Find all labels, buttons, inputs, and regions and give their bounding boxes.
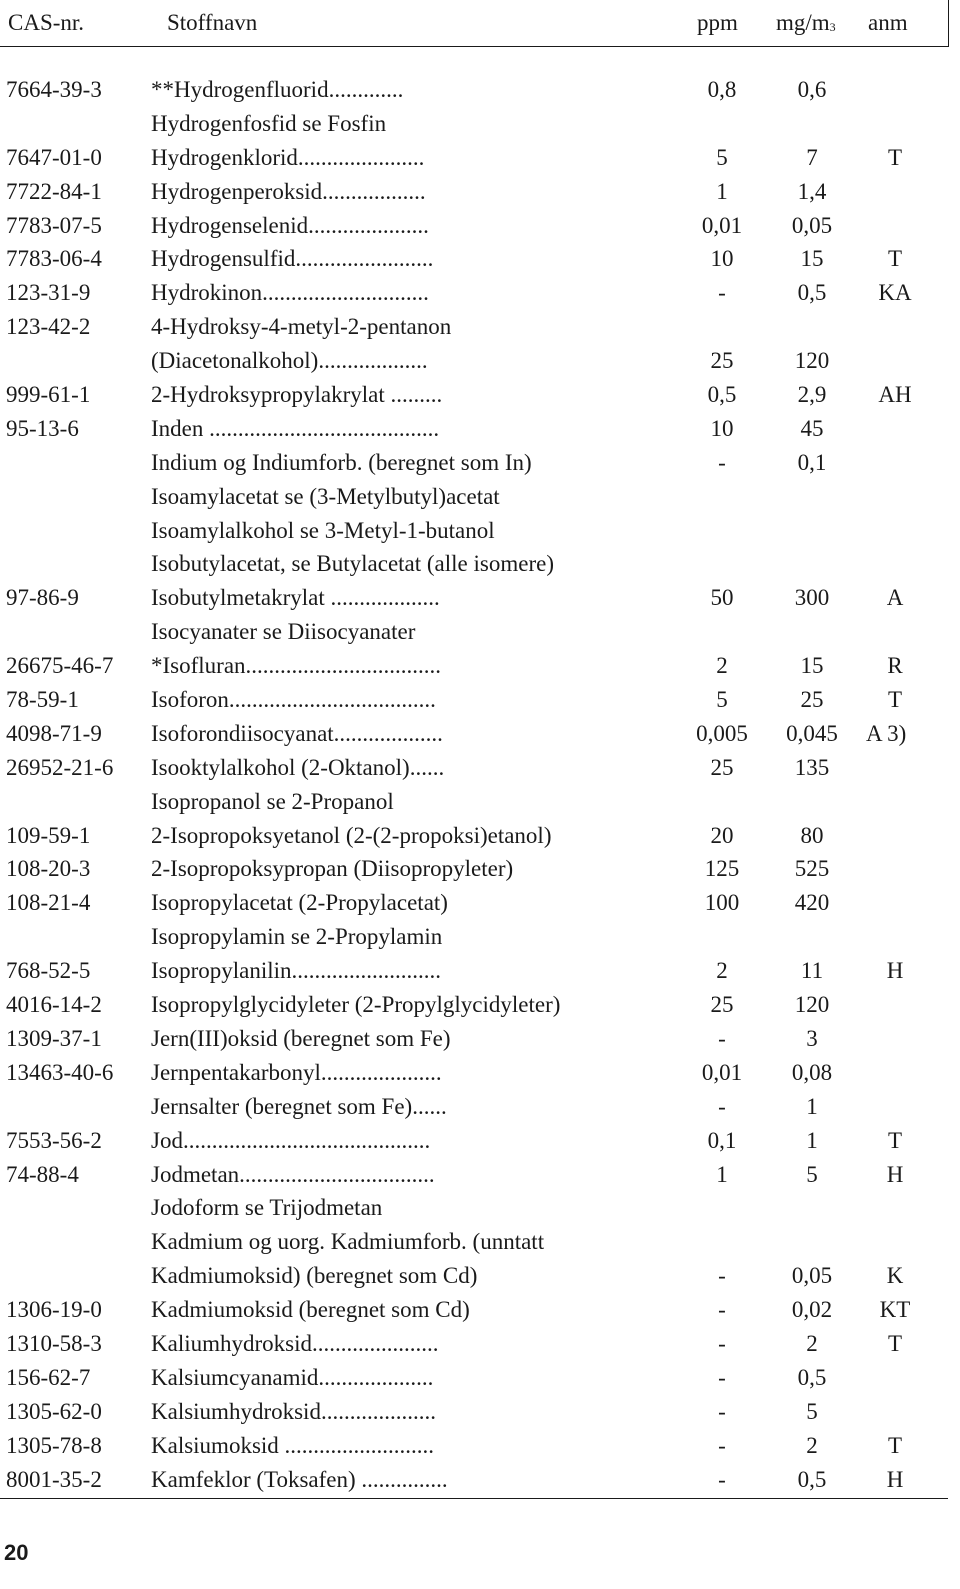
name-cell: 2-Isopropoksypropan (Diisopropyleter) [151, 856, 514, 882]
table-row [0, 1395, 948, 1429]
name-cell: Indium og Indiumforb. (beregnet som In) [151, 449, 532, 475]
table-row [0, 242, 948, 276]
ppm-cell: - [718, 1263, 726, 1289]
anm-cell: A 3) [866, 720, 907, 746]
table-row [0, 446, 948, 480]
anm-cell: T [887, 1127, 903, 1153]
name-cell: Jodmetan.................................. [151, 1161, 435, 1187]
table-row [0, 1191, 948, 1225]
table-row [0, 615, 948, 649]
mg-cell: 1 [806, 1093, 818, 1119]
table-row [0, 683, 948, 717]
ppm-cell: 10 [710, 415, 734, 441]
mg-cell: 525 [794, 856, 830, 882]
anm-cell: T [887, 144, 903, 170]
table-row [0, 819, 948, 853]
table-row [0, 1124, 948, 1158]
table-row [0, 412, 948, 446]
cas-cell: 7553-56-2 [6, 1127, 102, 1153]
header-ppm: ppm [697, 10, 738, 35]
ppm-cell: 0,01 [701, 212, 743, 238]
table-row [0, 920, 948, 954]
mg-cell: 0,5 [797, 1364, 827, 1390]
name-cell: Hydrogenperoksid.................. [151, 178, 426, 204]
header-name: Stoffnavn [167, 10, 258, 35]
cas-cell: 1309-37-1 [6, 1025, 102, 1051]
cas-cell: 1306-19-0 [6, 1297, 102, 1323]
mg-cell: 15 [800, 653, 824, 679]
table-row [0, 276, 948, 310]
mg-cell: 15 [800, 246, 824, 272]
name-cell: Kadmium og uorg. Kadmiumforb. (unntatt [151, 1229, 545, 1255]
mg-cell: 0,05 [791, 212, 833, 238]
mg-cell: 0,05 [791, 1263, 833, 1289]
mg-cell: 0,6 [797, 77, 827, 102]
name-cell: **Hydrogenfluorid............. [151, 77, 404, 102]
mg-cell: 45 [800, 415, 824, 441]
cas-cell: 108-20-3 [6, 856, 91, 882]
ppm-cell: 0,01 [701, 1059, 743, 1085]
cas-cell: 156-62-7 [6, 1364, 91, 1390]
cas-cell: 4098-71-9 [6, 720, 102, 746]
name-cell: Isobutylacetat, se Butylacetat (alle isomere) [151, 551, 554, 577]
table-row [0, 547, 948, 581]
anm-cell: R [887, 653, 903, 679]
name-cell: Kadmiumoksid) (beregnet som Cd) [151, 1263, 478, 1289]
cas-cell: 8001-35-2 [6, 1466, 102, 1492]
anm-cell: T [887, 1330, 903, 1356]
name-cell: Jodoform se Trijodmetan [151, 1195, 383, 1221]
ppm-cell: 0,5 [707, 382, 737, 408]
ppm-cell: 20 [710, 822, 734, 848]
mg-cell: 0,045 [786, 720, 838, 746]
name-cell: Isooktylalkohol (2-Oktanol)...... [151, 754, 445, 780]
ppm-cell: 5 [716, 687, 728, 713]
mg-cell: 420 [794, 890, 830, 916]
cas-cell: 1305-78-8 [6, 1432, 102, 1458]
cas-cell: 26675-46-7 [6, 653, 114, 679]
mg-cell: 25 [800, 687, 824, 713]
ppm-cell: 10 [710, 246, 734, 272]
cas-cell: 1305-62-0 [6, 1398, 102, 1424]
cas-cell: 768-52-5 [6, 958, 91, 984]
anm-cell: KA [878, 280, 912, 306]
table-body [0, 73, 948, 1496]
mg-cell: 11 [800, 958, 824, 984]
table-row [0, 581, 948, 615]
header-anm: anm [868, 10, 908, 35]
table-row [0, 1327, 948, 1361]
anm-cell: H [886, 958, 904, 984]
name-cell: *Isofluran.................................. [151, 653, 442, 679]
ppm-cell: 1 [716, 1161, 728, 1187]
mg-cell: 3 [806, 1025, 818, 1051]
name-cell: (Diacetonalkohol)................... [151, 348, 428, 374]
ppm-cell: - [718, 1297, 726, 1323]
header-mg-superscript: 3 [829, 20, 836, 34]
ppm-cell: 25 [710, 348, 734, 374]
ppm-cell: - [718, 449, 726, 475]
name-cell: Jernsalter (beregnet som Fe)...... [151, 1093, 447, 1119]
cas-cell: 7783-06-4 [6, 246, 102, 272]
ppm-cell: - [718, 1093, 726, 1119]
anm-cell: T [887, 687, 903, 713]
mg-cell: 300 [794, 585, 830, 611]
table-row [0, 141, 948, 175]
name-cell: Isoamylacetat se (3-Metylbutyl)acetat [151, 483, 500, 509]
table-row [0, 1259, 948, 1293]
name-cell: Hydrokinon............................. [151, 280, 429, 306]
mg-cell: 1,4 [797, 178, 827, 204]
table-row [0, 1463, 948, 1497]
name-cell: Jod........................................... [151, 1127, 431, 1153]
table-row [0, 751, 948, 785]
ppm-cell: - [718, 1398, 726, 1424]
ppm-cell: - [718, 1364, 726, 1390]
header-mg [776, 8, 836, 38]
name-cell: Isobutylmetakrylat ................... [151, 585, 440, 611]
name-cell: Kaliumhydroksid...................... [151, 1330, 439, 1356]
cas-cell: 7783-07-5 [6, 212, 102, 238]
table-row [0, 1429, 948, 1463]
table-row [0, 988, 948, 1022]
cas-cell: 26952-21-6 [6, 754, 114, 780]
table-row [0, 954, 948, 988]
cas-cell: 7722-84-1 [6, 178, 102, 204]
table-row [0, 107, 948, 141]
ppm-cell: 1 [716, 178, 728, 204]
ppm-cell: - [718, 280, 726, 306]
mg-cell: 80 [800, 822, 824, 848]
mg-cell: 0,08 [791, 1059, 833, 1085]
table-row [0, 344, 948, 378]
table-row [0, 1225, 948, 1259]
anm-cell: A [886, 585, 904, 611]
cas-cell: 108-21-4 [6, 890, 91, 916]
mg-cell: 7 [806, 144, 818, 170]
table-header [0, 0, 949, 47]
mg-cell: 2 [806, 1432, 818, 1458]
ppm-cell: 0,8 [707, 77, 737, 102]
mg-cell: 120 [794, 348, 830, 374]
name-cell: Kalsiumcyanamid.................... [151, 1364, 434, 1390]
bottom-rule [0, 1498, 948, 1499]
table-row [0, 717, 948, 751]
cas-cell: 7647-01-0 [6, 144, 102, 170]
mg-cell: 5 [806, 1161, 818, 1187]
name-cell: Isoforon.................................... [151, 687, 436, 713]
mg-cell: 0,02 [791, 1297, 833, 1323]
ppm-cell: - [718, 1432, 726, 1458]
table-row [0, 649, 948, 683]
cas-cell: 97-86-9 [6, 585, 79, 611]
anm-cell: H [886, 1161, 904, 1187]
cas-cell: 109-59-1 [6, 822, 91, 848]
mg-cell: 135 [794, 754, 830, 780]
table-row [0, 378, 948, 412]
name-cell: Isopropylanilin.......................... [151, 958, 442, 984]
table-row [0, 514, 948, 548]
table-row [0, 1293, 948, 1327]
mg-cell: 0,1 [797, 449, 827, 475]
table-row [0, 1090, 948, 1124]
name-cell: 4-Hydroksy-4-metyl-2-pentanon [151, 314, 452, 340]
table-row [0, 1158, 948, 1192]
anm-cell: KT [879, 1297, 911, 1323]
anm-cell: T [887, 1432, 903, 1458]
name-cell: Hydrogensulfid........................ [151, 246, 434, 272]
table-row [0, 1361, 948, 1395]
mg-cell: 0,5 [797, 280, 827, 306]
name-cell: Isocyanater se Diisocyanater [151, 619, 416, 645]
cas-cell: 13463-40-6 [6, 1059, 114, 1085]
name-cell: Jern(III)oksid (beregnet som Fe) [151, 1025, 451, 1051]
name-cell: 2-Hydroksypropylakrylat ......... [151, 382, 443, 408]
name-cell: Kadmiumoksid (beregnet som Cd) [151, 1297, 470, 1323]
table-row [0, 1056, 948, 1090]
cas-cell: 999-61-1 [6, 382, 91, 408]
table-row [0, 73, 948, 107]
name-cell: Hydrogenselenid..................... [151, 212, 429, 238]
anm-cell: T [887, 246, 903, 272]
name-cell: Hydrogenklorid...................... [151, 144, 425, 170]
ppm-cell: - [718, 1330, 726, 1356]
name-cell: Inden ........................................ [151, 415, 440, 441]
name-cell: Isoforondiisocyanat................... [151, 720, 443, 746]
table-row [0, 852, 948, 886]
name-cell: Isopropylglycidyleter (2-Propylglycidyleter) [151, 992, 561, 1018]
header-mg-text: mg/m [776, 10, 830, 35]
table-row [0, 1022, 948, 1056]
table-row [0, 886, 948, 920]
name-cell: Isoamylalkohol se 3-Metyl-1-butanol [151, 517, 495, 543]
mg-cell: 2 [806, 1330, 818, 1356]
name-cell: Isopropanol se 2-Propanol [151, 788, 394, 814]
ppm-cell: 25 [710, 754, 734, 780]
mg-cell: 0,5 [797, 1466, 827, 1492]
cas-cell: 78-59-1 [6, 687, 79, 713]
table-row [0, 209, 948, 243]
header-cas: CAS-nr. [8, 10, 85, 35]
ppm-cell: 25 [710, 992, 734, 1018]
mg-cell: 2,9 [797, 382, 827, 408]
table-row [0, 480, 948, 514]
anm-cell: H [886, 1466, 904, 1492]
cas-cell: 123-31-9 [6, 280, 91, 306]
ppm-cell: 5 [716, 144, 728, 170]
name-cell: Isopropylamin se 2-Propylamin [151, 924, 443, 950]
ppm-cell: 125 [704, 856, 740, 882]
name-cell: 2-Isopropoksyetanol (2-(2-propoksi)etanol) [151, 822, 552, 848]
ppm-cell: - [718, 1025, 726, 1051]
name-cell: Jernpentakarbonyl..................... [151, 1059, 442, 1085]
ppm-cell: - [718, 1466, 726, 1492]
name-cell: Kalsiumoksid .......................... [151, 1432, 435, 1458]
cas-cell: 95-13-6 [6, 415, 79, 441]
name-cell: Hydrogenfosfid se Fosfin [151, 110, 387, 136]
ppm-cell: 2 [716, 958, 728, 984]
table-row [0, 785, 948, 819]
cas-cell: 4016-14-2 [6, 992, 102, 1018]
ppm-cell: 100 [704, 890, 740, 916]
cas-cell: 1310-58-3 [6, 1330, 102, 1356]
name-cell: Kamfeklor (Toksafen) ............... [151, 1466, 448, 1492]
name-cell: Kalsiumhydroksid.................... [151, 1398, 436, 1424]
page-number: 20 [4, 1540, 29, 1565]
mg-cell: 1 [806, 1127, 818, 1153]
ppm-cell: 0,005 [696, 720, 748, 746]
cas-cell: 123-42-2 [6, 314, 91, 340]
ppm-cell: 50 [710, 585, 734, 611]
ppm-cell: 2 [716, 653, 728, 679]
anm-cell: AH [878, 382, 912, 408]
anm-cell: K [886, 1263, 904, 1289]
name-cell: Isopropylacetat (2-Propylacetat) [151, 890, 448, 916]
mg-cell: 5 [806, 1398, 818, 1424]
table-row [0, 310, 948, 344]
cas-cell: 7664-39-3 [6, 77, 102, 102]
cas-cell: 74-88-4 [6, 1161, 79, 1187]
table-row [0, 175, 948, 209]
mg-cell: 120 [794, 992, 830, 1018]
ppm-cell: 0,1 [707, 1127, 737, 1153]
